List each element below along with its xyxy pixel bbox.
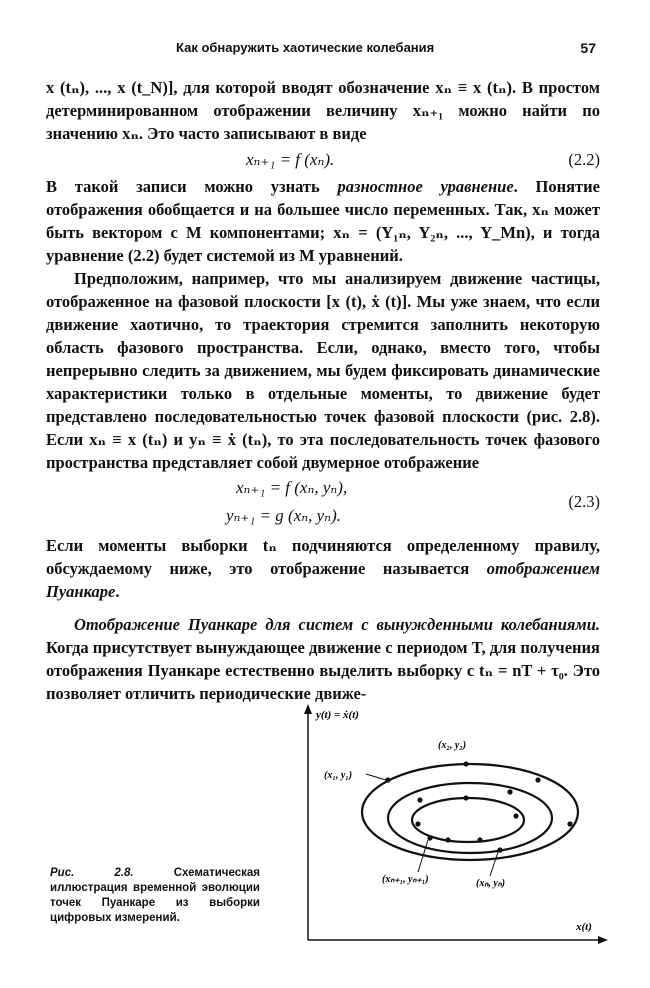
label-xn1-yn1: (xₙ₊₁, yₙ₊₁) — [382, 874, 429, 885]
poincare-point — [463, 795, 468, 800]
equation-2-2-body: xₙ₊₁ = f (xₙ). — [246, 150, 335, 169]
paragraph-2: В такой записи можно узнать разностное уравнение. Понятие отображения обобщается и на большее число переменных. Так, xₙ может быть вектором с M компонентами; xₙ = (Y₁ₙ, Y₂ₙ, ..., Y_Mn), и тогда уравнение (2.2) будет системой из M уравнений. — [46, 177, 600, 265]
poincare-point — [507, 789, 512, 794]
caption-label: Рис. 2.8. — [50, 867, 134, 879]
equation-2-3-number: (2.3) — [568, 492, 600, 511]
x-axis-arrow-icon — [598, 936, 608, 944]
running-title: Как обнаружить хаотические колебания — [176, 40, 435, 55]
poincare-point — [477, 837, 482, 842]
equation-2-3-line1: xₙ₊₁ = f (xₙ, yₙ), — [236, 478, 348, 497]
paragraph-5: Отображение Пуанкаре для систем с вынужденными колебаниями. Когда присутствует вынуждающее движение с периодом T, для получения отображения Пуанкаре естественно выделить выборку с tₙ = nT + τ₀. Это позволяет отличить периодические движе- — [46, 615, 600, 703]
x-axis-label: x(t) — [576, 921, 592, 933]
caption-text: Схематическая иллюстрация временной эволюции точек Пуанкаре из выборки цифровых измерений. — [50, 867, 260, 924]
poincare-point — [417, 797, 422, 802]
poincare-point — [385, 777, 390, 782]
equation-2-3-line2: yₙ₊₁ = g (xₙ, yₙ). — [226, 506, 341, 525]
page-header — [46, 40, 596, 62]
y-axis-arrow-icon — [304, 704, 312, 714]
term-poincare-map: отображением Пуанкаре — [46, 559, 600, 601]
paragraph-4: Если моменты выборки tₙ подчиняются определенному правилу, обсуждаемому ниже, это отображение называется отображением Пуанкаре. — [46, 536, 600, 601]
equation-2-3 — [46, 476, 600, 534]
trajectory-inner — [412, 798, 524, 842]
poincare-point — [513, 813, 518, 818]
page-number: 57 — [580, 40, 596, 56]
poincare-point — [535, 777, 540, 782]
poincare-point — [415, 821, 420, 826]
poincare-point — [463, 761, 468, 766]
label-x1-y1: (x₁, y₁) — [324, 770, 353, 781]
label-xn-yn: (xₙ, yₙ) — [476, 878, 506, 889]
poincare-point — [497, 847, 502, 852]
section-heading-forced: Отображение Пуанкаре для систем с вынужденными колебаниями. — [74, 615, 600, 634]
paragraph-1: x (tₙ), ..., x (t_N)], для которой вводят обозначение xₙ ≡ x (tₙ). В простом детерминированном отображении величину xₙ₊₁ можно найти по значению xₙ. Это часто записывают в виде — [46, 78, 600, 143]
poincare-point — [427, 835, 432, 840]
figure-2-8 — [270, 700, 610, 950]
trajectory-outer — [362, 764, 578, 860]
y-axis-label: y(t) = ẋ(t) — [316, 709, 359, 721]
equation-2-2 — [46, 145, 600, 175]
paragraph-3: Предположим, например, что мы анализируем движение частицы, отображенное на фазовой плоскости [x (t), ẋ (t)]. Мы уже знаем, что если движение хаотично, то траектория стремится заполнить некоторую область фазового пространства. Если, однако, вместо того, чтобы непрерывно следить за движением, мы будем фиксировать динамические характеристики только в отдельные моменты, то движение будет представлено последовательностью точек фазовой плоскости (рис. 2.8). Если xₙ ≡ x (tₙ) и yₙ ≡ ẋ (tₙ), то эта последовательность точек фазового пространства представляет собой двумерное отображение — [46, 269, 600, 472]
label-x2-y2: (x₂, y₂) — [438, 740, 467, 751]
equation-2-2-number: (2.2) — [568, 150, 600, 169]
figure-caption — [50, 866, 260, 926]
poincare-point — [567, 821, 572, 826]
term-difference-equation: разностное уравнение — [337, 177, 514, 196]
body-text — [46, 76, 600, 705]
poincare-point — [445, 837, 450, 842]
